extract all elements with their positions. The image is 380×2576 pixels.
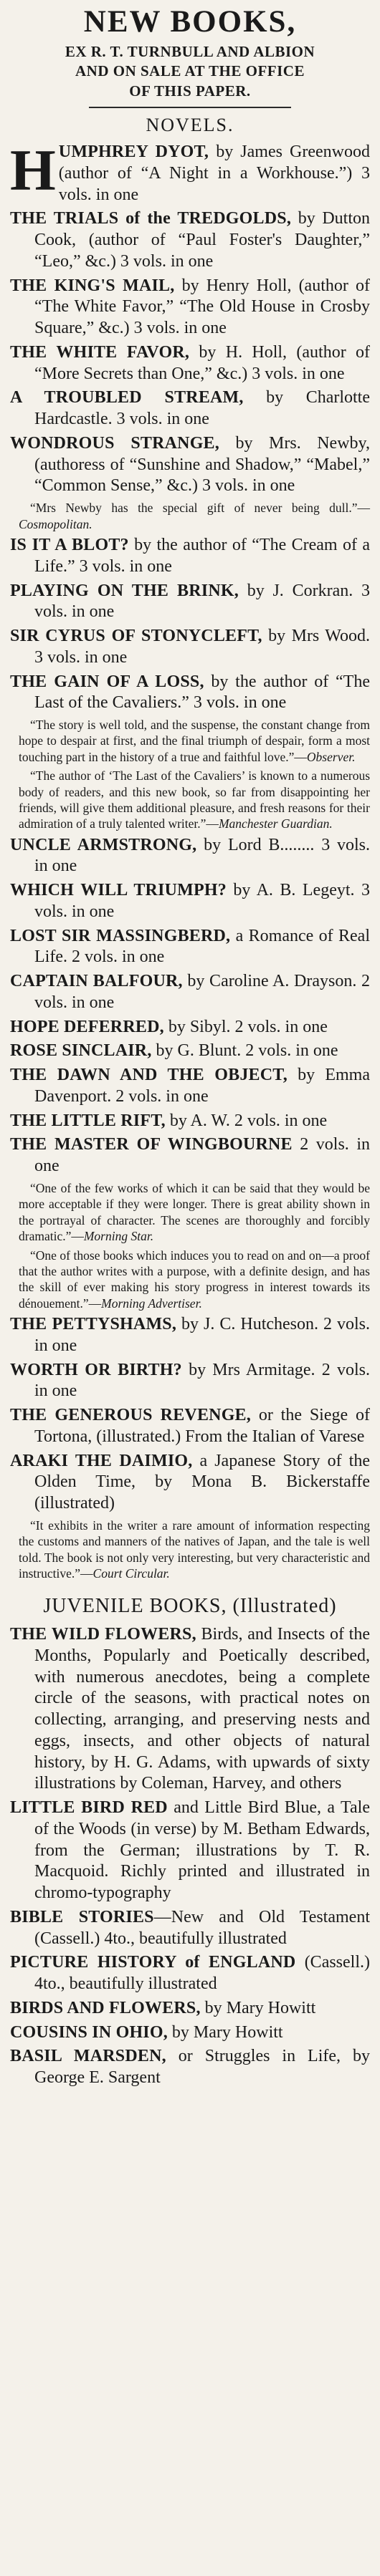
quote-source: Morning Star. bbox=[83, 1229, 154, 1244]
book-title: THE KING'S MAIL, bbox=[10, 276, 175, 295]
book-details: by the author of “The Cream of a Life.” 3 vols. in one bbox=[34, 536, 370, 576]
book-title: THE MASTER OF WINGBOURNE bbox=[10, 1135, 293, 1154]
book-title: WONDROUS STRANGE, bbox=[10, 433, 219, 453]
book-entry bbox=[10, 1624, 370, 1795]
book-entry bbox=[10, 1998, 370, 2020]
book-details: by A. W. 2 vols. in one bbox=[165, 1111, 328, 1130]
book-details: by Henry Holl, (author of “The White Favor,” “The Old House in Crosby Square,” &c.) 3 vols. in one bbox=[34, 276, 370, 338]
book-details: a Japanese Story of the Olden Time, by Mona B. Bickerstaffe (illustrated) bbox=[34, 1451, 370, 1513]
book-entry bbox=[10, 1065, 370, 1108]
masthead-subtitle-line-1: EX R. T. TURNBULL AND ALBION bbox=[65, 43, 315, 61]
book-entry-humphrey-dyot bbox=[10, 138, 370, 206]
book-title: THE LITTLE RIFT, bbox=[10, 1111, 166, 1130]
book-details: by Mary Howitt bbox=[167, 2022, 283, 2042]
book-details: by A. B. Legeyt. 3 vols. in one bbox=[34, 881, 370, 921]
book-title: BIBLE STORIES bbox=[10, 1907, 154, 1926]
book-entry bbox=[10, 535, 370, 578]
book-details: Birds, and Insects of the Months, Popularly and Poetically described, with numerous anecdotes, being a complete circle of the seasons, with practical notes on collecting, arranging, and preserving nests and eggs, insects, and other objects of natural history, by H. G. Adams, with upwards of sixty illustrations by Coleman, Harvey, and others bbox=[34, 1625, 370, 1793]
quote-source: Morning Advertiser. bbox=[101, 1296, 202, 1311]
book-title: UNCLE ARMSTRONG, bbox=[10, 835, 197, 854]
book-details: by Lord B........ 3 vols. in one bbox=[34, 835, 370, 876]
masthead bbox=[10, 6, 370, 101]
book-entry bbox=[10, 1798, 370, 1904]
book-entry bbox=[10, 1405, 370, 1448]
masthead-title: NEW BOOKS, bbox=[83, 5, 297, 39]
book-details: or the Siege of Tortona, (illustrated.) From the Italian of Varese bbox=[34, 1406, 370, 1446]
book-entry bbox=[10, 1907, 370, 1950]
book-details: by Mrs Wood. 3 vols. in one bbox=[34, 627, 371, 667]
book-title: THE DAWN AND THE OBJECT, bbox=[10, 1066, 288, 1085]
quote-source: Manchester Guardian. bbox=[218, 816, 333, 831]
book-title: THE PETTYSHAMS, bbox=[10, 1315, 177, 1334]
book-details: by Mrs Armitage. 2 vols. in one bbox=[34, 1360, 370, 1401]
book-details: (Cassell.) 4to., beautifully illustrated bbox=[34, 1953, 370, 1994]
book-entry bbox=[10, 672, 370, 715]
book-entry bbox=[10, 1314, 370, 1357]
quote-source: Observer. bbox=[306, 749, 356, 764]
quote-text: “It exhibits in the writer a rare amount of information respecting the customs and manners of the natives of Japan, and the tale is well told. The book is not only very interesting, but very characteristic and instructive.”— bbox=[19, 1518, 370, 1581]
book-details: by the author of “The Last of the Cavaliers.” 3 vols. in one bbox=[34, 672, 370, 713]
book-details: by J. C. Hutcheson. 2 vols. in one bbox=[34, 1315, 371, 1355]
book-details: by Dutton Cook, (author of “Paul Foster's Daughter,” “Leo,” &c.) 3 vols. in one bbox=[34, 209, 370, 271]
book-title: WORTH OR BIRTH? bbox=[10, 1360, 182, 1379]
book-details: by J. Corkran. 3 vols. in one bbox=[34, 581, 370, 622]
review-quote bbox=[10, 768, 370, 832]
masthead-subtitle-line-2: AND ON SALE AT THE OFFICE bbox=[75, 62, 305, 80]
book-details: a Romance of Real Life. 2 vols. in one bbox=[34, 926, 370, 967]
book-details: by Mary Howitt bbox=[200, 1998, 316, 2017]
book-details: by Mrs. Newby, (authoress of “Sunshine and Shadow,” “Mabel,” “Common Sense,” &c.) 3 vols. in one bbox=[34, 433, 370, 496]
book-entry bbox=[10, 387, 370, 430]
book-title: SIR CYRUS OF STONYCLEFT, bbox=[10, 627, 262, 645]
book-entry bbox=[10, 581, 370, 624]
quote-text: “The story is well told, and the suspense, the constant change from hope to despair at first, and the final triumph of despair, form a most touching part in the history of a true and faithful love.”— bbox=[19, 718, 370, 764]
masthead-subtitle-line-3: OF THIS PAPER. bbox=[129, 82, 251, 100]
book-entry bbox=[10, 926, 370, 969]
book-entry bbox=[10, 971, 370, 1014]
book-title: BASIL MARSDEN, bbox=[10, 2047, 166, 2066]
book-details: by Sibyl. 2 vols. in one bbox=[163, 1017, 328, 1036]
review-quote bbox=[10, 1518, 370, 1582]
quote-text: “Mrs Newby has the special gift of never being dull.”— bbox=[30, 501, 370, 516]
book-title: ROSE SINCLAIR, bbox=[10, 1041, 152, 1061]
quote-source: Cosmopolitan. bbox=[19, 516, 92, 531]
book-entry bbox=[10, 2022, 370, 2044]
quote-text: “One of those books which induces you to read on and on—a proof that the author writes with a purpose, with a definite design, and has the skill of ever making his story progress in interest towards its dénouement.”— bbox=[19, 1248, 370, 1311]
book-details: or Struggles in Life, by George E. Sargent bbox=[34, 2047, 370, 2088]
book-entry bbox=[10, 2046, 370, 2089]
book-title: A TROUBLED STREAM, bbox=[10, 388, 244, 407]
book-entry bbox=[10, 1360, 370, 1403]
book-title: THE WHITE FAVOR, bbox=[10, 342, 190, 362]
book-entry bbox=[10, 626, 370, 669]
book-title: IS IT A BLOT? bbox=[10, 536, 129, 554]
novels-heading: NOVELS. bbox=[146, 115, 234, 136]
book-entry bbox=[10, 880, 370, 923]
book-details: and Little Bird Blue, a Tale of the Woods (in verse) by M. Betham Edwards, from the German; illustrations by T. R. Macquoid. Richly printed and illustrated in chromo-typography bbox=[34, 1798, 370, 1903]
book-details: by Charlotte Hardcastle. 3 vols. in one bbox=[34, 388, 370, 429]
book-details: 2 vols. in one bbox=[34, 1135, 370, 1176]
book-entry bbox=[10, 433, 370, 497]
book-title: THE WILD FLOWERS, bbox=[10, 1625, 196, 1644]
book-entry bbox=[10, 1041, 370, 1062]
book-title: PLAYING ON THE BRINK, bbox=[10, 581, 239, 600]
book-details: by G. Blunt. 2 vols. in one bbox=[151, 1041, 338, 1061]
book-entry bbox=[10, 1134, 370, 1177]
book-title: THE GENEROUS REVENGE, bbox=[10, 1406, 251, 1425]
book-details: by H. Holl, (author of “More Secrets than One,” &c.) 3 vols. in one bbox=[34, 342, 370, 383]
book-title: CAPTAIN BALFOUR, bbox=[10, 972, 183, 991]
book-title: THE TRIALS of the TREDGOLDS, bbox=[10, 209, 292, 228]
quote-source: Court Circular. bbox=[92, 1566, 170, 1581]
book-entry bbox=[10, 1111, 370, 1132]
book-title: ARAKI THE DAIMIO, bbox=[10, 1451, 193, 1470]
quote-text: “The author of ‘The Last of the Cavaliers’ is known to a numerous body of readers, and this new book, so far from disappointing her friends, will give them additional pleasure, and fresh reasons for their admiration of a truly talented writer.”— bbox=[19, 768, 370, 831]
book-title: LITTLE BIRD RED bbox=[10, 1798, 168, 1818]
review-quote bbox=[10, 717, 370, 765]
review-quote bbox=[10, 500, 370, 532]
book-title: COUSINS IN OHIO, bbox=[10, 2022, 168, 2042]
book-entry bbox=[10, 208, 370, 272]
book-entry bbox=[10, 835, 370, 878]
book-details: by Emma Davenport. 2 vols. in one bbox=[34, 1066, 370, 1106]
review-quote bbox=[10, 1248, 370, 1312]
book-details: —New and Old Testament (Cassell.) 4to., beautifully illustrated bbox=[34, 1907, 370, 1948]
book-title: WHICH WILL TRIUMPH? bbox=[10, 881, 227, 900]
review-quote bbox=[10, 1180, 370, 1245]
book-entry bbox=[10, 1017, 370, 1038]
book-details: by Caroline A. Drayson. 2 vols. in one bbox=[34, 972, 370, 1012]
book-title: UMPHREY DYOT, bbox=[58, 143, 209, 162]
book-title: HOPE DEFERRED, bbox=[10, 1017, 164, 1036]
book-entry bbox=[10, 342, 370, 385]
book-entry bbox=[10, 1451, 370, 1515]
book-title: LOST SIR MASSINGBERD, bbox=[10, 926, 231, 945]
juvenile-books-heading: JUVENILE BOOKS, (Illustrated) bbox=[43, 1595, 337, 1618]
book-entry bbox=[10, 1952, 370, 1995]
book-title: BIRDS AND FLOWERS, bbox=[10, 1998, 201, 2017]
book-entry bbox=[10, 276, 370, 339]
drop-cap-letter: H bbox=[10, 138, 56, 203]
quote-text: “One of the few works of which it can be said that they would be more acceptable if they were longer. There is great ability shown in the portrayal of character. The scenes are thoroughly and forcibly dramatic.”— bbox=[19, 1180, 370, 1244]
book-details: by James Greenwood (author of “A Night in a Workhouse.”) 3 vols. in one bbox=[58, 143, 370, 204]
divider-rule bbox=[89, 107, 291, 108]
book-title: THE GAIN OF A LOSS, bbox=[10, 672, 204, 691]
book-title: PICTURE HISTORY of ENGLAND bbox=[10, 1953, 296, 1972]
